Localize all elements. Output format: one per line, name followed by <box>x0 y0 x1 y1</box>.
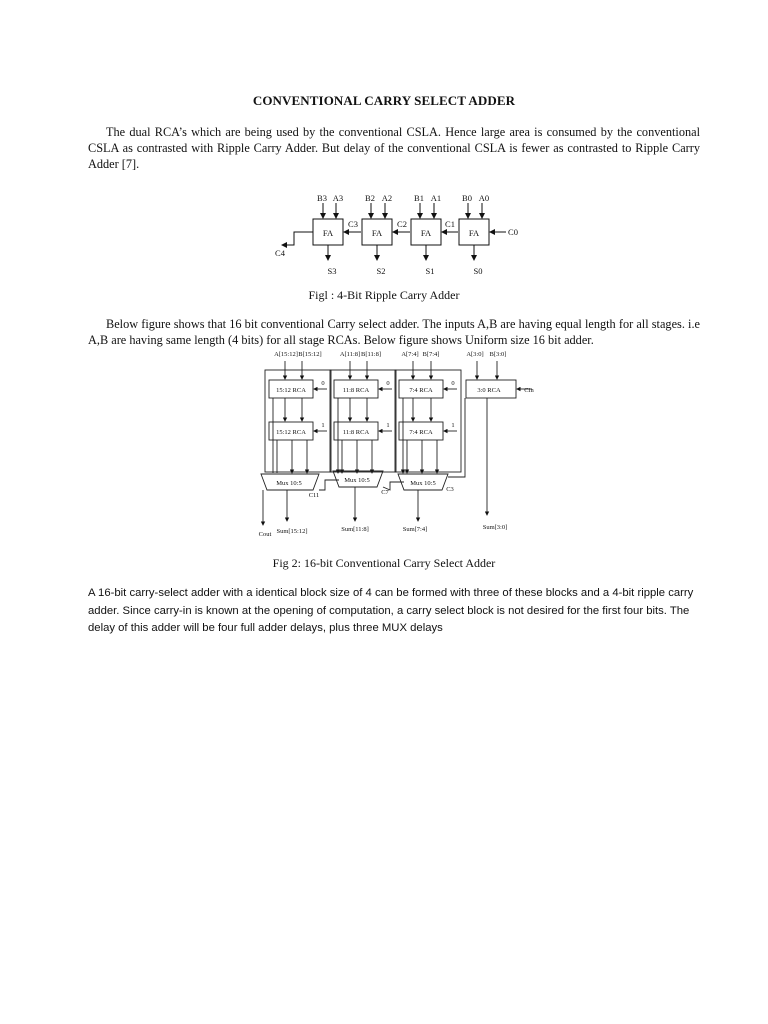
rca-label: 7:4 RCA <box>409 429 433 436</box>
label-a7-4: A[7:4] <box>401 351 419 358</box>
paragraph-intro: The dual RCA’s which are being used by the conventional CSLA. Hence large area is consumed by the conventional CSLA as contrasted with Ripple Carry Adder. But delay of the conventional CSLA is fewer as contrasted to Ripple Carry Adder [7]. <box>88 125 700 171</box>
fa-label: FA <box>322 228 334 238</box>
rca-label: 15:12 RCA <box>276 387 306 394</box>
cin-label: Cin <box>524 387 534 394</box>
input-b0: B0 <box>462 193 472 203</box>
ripple-carry-adder-figure <box>270 190 530 282</box>
input-a2: A2 <box>381 193 393 203</box>
mux-label: Mux 10:5 <box>410 480 436 487</box>
const-zero: 0 <box>451 380 455 387</box>
carry-c3: C3 <box>348 219 358 229</box>
mux-label: Mux 10:5 <box>276 480 302 487</box>
const-one: 1 <box>321 422 325 429</box>
input-a0: A0 <box>478 193 490 203</box>
input-a3: A3 <box>332 193 344 203</box>
input-b2: B2 <box>365 193 375 203</box>
paragraph-figure-intro: Below figure shows that 16 bit conventional Carry select adder. The inputs A,B are having equal length for all stages. i.e A,B are having same length (4 bits) for all stage RCAs. Below figure shows Uniform size 16 bit adder. <box>88 317 700 347</box>
input-a1: A1 <box>430 193 442 203</box>
rca-label: 15:12 RCA <box>276 429 306 436</box>
carry-c7: C7 <box>381 489 389 496</box>
sum-s0: S0 <box>473 266 483 276</box>
sum-7-4: Sum[7:4] <box>402 526 428 533</box>
label-a3-0: A[3:0] <box>466 351 484 358</box>
sum-s2: S2 <box>376 266 386 276</box>
const-zero: 0 <box>321 380 325 387</box>
carry-c4: C4 <box>275 248 285 258</box>
carry-c3: C3 <box>446 486 454 493</box>
sum-s3: S3 <box>327 266 337 276</box>
figure2-caption: Fig 2: 16-bit Conventional Carry Select Adder <box>272 556 496 570</box>
rca-label: 3:0 RCA <box>477 387 501 394</box>
sum-s1: S1 <box>425 266 435 276</box>
paragraph-conclusion: A 16-bit carry-select adder with a identical block size of 4 can be formed with three of these blocks and a 4-bit ripple carry adder. Since carry-in is known at the opening of computation, a carry select block is not desired for the first four bits. The delay of this adder will be four full adder delays, plus three MUX delays <box>88 587 694 634</box>
rca-label: 11:8 RCA <box>342 429 370 436</box>
label-a15-12: A[15:12] <box>274 351 298 358</box>
figure1-caption: Figl : 4-Bit Ripple Carry Adder <box>308 288 460 302</box>
sum-11-8: Sum[11:8] <box>341 526 369 533</box>
label-b3-0: B[3:0] <box>489 351 507 358</box>
label-b15-12: B[15:12] <box>298 351 322 358</box>
fa-label: FA <box>420 228 432 238</box>
carry-select-adder-figure <box>255 347 540 542</box>
rca-label: 11:8 RCA <box>342 387 370 394</box>
const-one: 1 <box>451 422 455 429</box>
const-zero: 0 <box>386 380 390 387</box>
label-b7-4: B[7:4] <box>422 351 440 358</box>
const-one: 1 <box>386 422 390 429</box>
page-title: CONVENTIONAL CARRY SELECT ADDER <box>252 93 516 108</box>
label-b11-8: B[11:8] <box>361 351 381 358</box>
input-b1: B1 <box>414 193 424 203</box>
label-a11-8: A[11:8] <box>339 351 361 358</box>
mux-label: Mux 10:5 <box>344 477 370 484</box>
fa-label: FA <box>468 228 480 238</box>
sum-15-12: Sum[15:12] <box>276 528 308 535</box>
carry-c0: C0 <box>508 227 518 237</box>
carry-c11: C11 <box>308 492 320 499</box>
carry-c2: C2 <box>397 219 407 229</box>
carry-c1: C1 <box>445 219 455 229</box>
sum-3-0: Sum[3:0] <box>482 524 508 531</box>
rca-label: 7:4 RCA <box>409 387 433 394</box>
fa-label: FA <box>371 228 383 238</box>
cout-label: Cout <box>258 531 272 538</box>
input-b3: B3 <box>317 193 327 203</box>
